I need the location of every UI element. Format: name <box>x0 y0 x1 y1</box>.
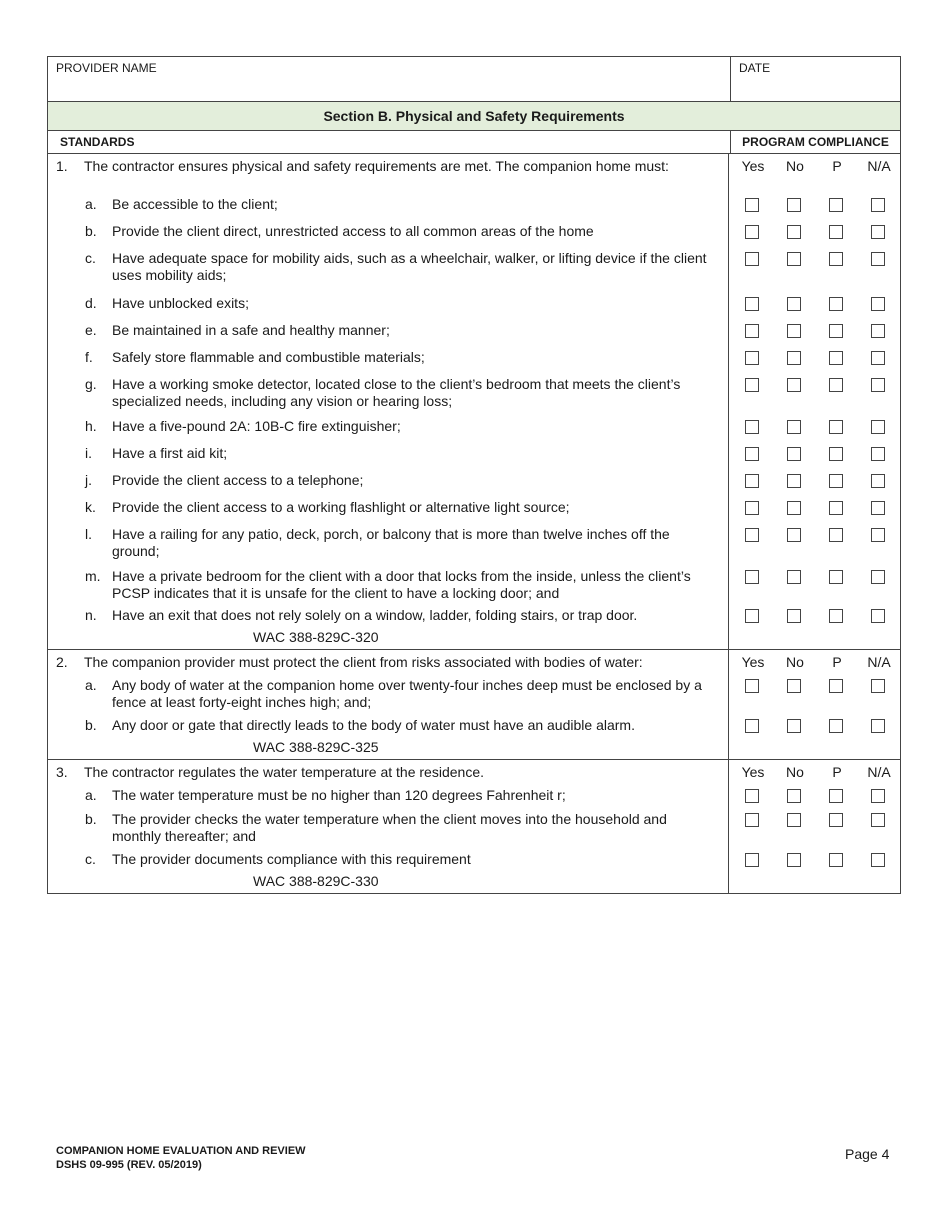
checkbox-row <box>729 418 900 445</box>
requirement-text: Have a five-pound 2A: 10B-C fire extinguisher; <box>112 418 401 434</box>
requirement-letter: g. <box>85 376 97 392</box>
checkbox-yes[interactable] <box>745 474 759 488</box>
compliance-header: PROGRAM COMPLIANCE <box>742 135 889 149</box>
requirement-text: The provider checks the water temperature when the client moves into the household and monthly thereafter; and <box>112 811 667 844</box>
checkbox-cell <box>816 322 858 349</box>
checkbox-cell <box>732 196 774 223</box>
checkbox-cell <box>732 322 774 349</box>
checkbox-row <box>729 526 900 568</box>
checkbox-cell <box>774 223 816 250</box>
option-label: Yes <box>741 764 765 780</box>
checkbox-p[interactable] <box>829 813 843 827</box>
evaluation-form <box>47 56 901 894</box>
checkbox-cell <box>732 717 774 739</box>
standard-statement <box>48 654 728 677</box>
checkbox-cell <box>816 472 858 499</box>
checkbox-p[interactable] <box>829 252 843 266</box>
checkbox-na[interactable] <box>871 789 885 803</box>
checkbox-row <box>729 568 900 607</box>
requirement-letter: l. <box>85 526 92 542</box>
checkbox-cell <box>816 787 858 811</box>
checkbox-cell <box>774 851 816 873</box>
checkbox-yes[interactable] <box>745 679 759 693</box>
checkbox-cell <box>858 445 900 472</box>
checkbox-cell <box>858 568 900 607</box>
checkbox-cell <box>816 677 858 717</box>
requirement-text: Be maintained in a safe and healthy manner; <box>112 322 390 338</box>
checkbox-cell <box>774 349 816 376</box>
requirement-letter: a. <box>85 787 97 803</box>
provider-name-label: PROVIDER NAME <box>56 61 157 75</box>
checkbox-cell <box>774 787 816 811</box>
checkbox-cell <box>774 717 816 739</box>
checkbox-no[interactable] <box>787 351 801 365</box>
checkbox-na[interactable] <box>871 420 885 434</box>
option-label: P <box>832 158 842 174</box>
checkbox-p[interactable] <box>829 501 843 515</box>
checkbox-cell <box>774 472 816 499</box>
checkbox-cell <box>774 677 816 717</box>
checkbox-cell <box>858 349 900 376</box>
checkbox-yes[interactable] <box>745 447 759 461</box>
standard-group <box>48 650 900 760</box>
checkbox-cell <box>732 349 774 376</box>
requirement-letter: a. <box>85 677 97 693</box>
checkbox-yes[interactable] <box>745 528 759 542</box>
checkbox-no[interactable] <box>787 853 801 867</box>
checkbox-no[interactable] <box>787 198 801 212</box>
option-label: No <box>786 764 804 780</box>
page-number: Page 4 <box>845 1146 890 1162</box>
checkbox-p[interactable] <box>829 225 843 239</box>
checkbox-p[interactable] <box>829 789 843 803</box>
checkbox-cell <box>732 445 774 472</box>
date-field[interactable] <box>731 57 900 101</box>
checkbox-row <box>729 196 900 223</box>
checkbox-cell <box>858 677 900 717</box>
option-label: N/A <box>867 654 891 670</box>
checkbox-na[interactable] <box>871 252 885 266</box>
requirement-item <box>48 568 728 607</box>
requirement-letter: d. <box>85 295 97 311</box>
checkbox-cell <box>858 717 900 739</box>
checkbox-cell <box>732 499 774 526</box>
section-title: Section B. Physical and Safety Requirements <box>48 102 900 131</box>
requirement-text: Have a railing for any patio, deck, porch, or balcony that is more than twelve inches off the ground; <box>112 526 670 559</box>
checkbox-na[interactable] <box>871 570 885 584</box>
checkbox-row <box>729 607 900 629</box>
checkbox-na[interactable] <box>871 351 885 365</box>
requirement-letter: c. <box>85 250 96 266</box>
checkbox-cell <box>816 499 858 526</box>
checkbox-yes[interactable] <box>745 853 759 867</box>
checkbox-p[interactable] <box>829 570 843 584</box>
option-label: Yes <box>741 654 765 670</box>
checkbox-yes[interactable] <box>745 351 759 365</box>
checkbox-na[interactable] <box>871 609 885 623</box>
checkbox-cell <box>732 787 774 811</box>
checkbox-cell <box>858 250 900 295</box>
requirement-item <box>48 851 728 873</box>
checkbox-cell <box>774 811 816 851</box>
checkbox-p[interactable] <box>829 447 843 461</box>
checkbox-na[interactable] <box>871 447 885 461</box>
checkbox-cell <box>858 787 900 811</box>
requirement-item <box>48 787 728 811</box>
checkbox-no[interactable] <box>787 570 801 584</box>
checkbox-cell <box>858 526 900 568</box>
requirement-item <box>48 499 728 526</box>
checkbox-row <box>729 677 900 717</box>
requirement-text: Any body of water at the companion home over twenty-four inches deep must be enclosed by a fence at least forty-eight inches high; and; <box>112 677 702 710</box>
compliance-options-header <box>729 158 900 196</box>
requirement-letter: m. <box>85 568 101 584</box>
standard-text-column <box>48 154 729 649</box>
checkbox-cell <box>816 418 858 445</box>
wac-citation: WAC 388-829C-325 <box>253 739 379 755</box>
requirement-text: Provide the client direct, unrestricted access to all common areas of the home <box>112 223 594 239</box>
checkbox-row <box>729 295 900 322</box>
checkbox-cell <box>732 811 774 851</box>
requirement-text: Be accessible to the client; <box>112 196 278 212</box>
checkbox-cell <box>816 250 858 295</box>
checkbox-cell <box>858 472 900 499</box>
footer-form-info <box>56 1144 306 1172</box>
standards-header: STANDARDS <box>48 131 731 153</box>
wac-citation: WAC 388-829C-320 <box>253 629 379 645</box>
checkbox-cell <box>774 322 816 349</box>
checkbox-p[interactable] <box>829 351 843 365</box>
checkbox-cell <box>816 526 858 568</box>
checkbox-cell <box>858 376 900 418</box>
checkbox-yes[interactable] <box>745 198 759 212</box>
requirement-letter: e. <box>85 322 97 338</box>
checkbox-no[interactable] <box>787 789 801 803</box>
standard-text-column <box>48 760 729 893</box>
standard-statement <box>48 158 728 196</box>
checkbox-no[interactable] <box>787 813 801 827</box>
checkbox-no[interactable] <box>787 225 801 239</box>
checkbox-yes[interactable] <box>745 324 759 338</box>
checkbox-cell <box>858 322 900 349</box>
checkbox-na[interactable] <box>871 679 885 693</box>
checkbox-row <box>729 851 900 873</box>
option-label: Yes <box>741 158 765 174</box>
checkbox-p[interactable] <box>829 198 843 212</box>
requirement-item <box>48 349 728 376</box>
requirement-letter: h. <box>85 418 97 434</box>
checkbox-no[interactable] <box>787 297 801 311</box>
checkbox-row <box>729 717 900 739</box>
compliance-column <box>729 650 900 759</box>
option-label: No <box>786 158 804 174</box>
checkbox-cell <box>816 851 858 873</box>
compliance-column <box>729 760 900 893</box>
option-label: N/A <box>867 158 891 174</box>
requirement-letter: j. <box>85 472 92 488</box>
checkbox-yes[interactable] <box>745 252 759 266</box>
checkbox-cell <box>774 607 816 629</box>
standard-statement <box>48 764 728 787</box>
requirement-text: Any door or gate that directly leads to the body of water must have an audible alarm. <box>112 717 635 733</box>
requirement-item <box>48 607 728 629</box>
checkbox-cell <box>732 223 774 250</box>
requirement-text: Have an exit that does not rely solely on a window, ladder, folding stairs, or trap door. <box>112 607 638 623</box>
requirement-text: Have unblocked exits; <box>112 295 249 311</box>
requirement-letter: n. <box>85 607 97 623</box>
checkbox-cell <box>816 196 858 223</box>
checkbox-row <box>729 349 900 376</box>
checkbox-na[interactable] <box>871 225 885 239</box>
checkbox-yes[interactable] <box>745 378 759 392</box>
standard-number: 2. <box>56 654 68 670</box>
standard-group <box>48 154 900 650</box>
date-label: DATE <box>739 61 771 75</box>
requirement-letter: b. <box>85 811 97 827</box>
compliance-options-header <box>729 764 900 787</box>
requirement-item <box>48 811 728 851</box>
checkbox-cell <box>774 499 816 526</box>
requirement-item <box>48 322 728 349</box>
checkbox-yes[interactable] <box>745 501 759 515</box>
requirement-letter: b. <box>85 717 97 733</box>
checkbox-no[interactable] <box>787 679 801 693</box>
requirement-item <box>48 445 728 472</box>
checkbox-cell <box>858 223 900 250</box>
requirement-text: Provide the client access to a telephone; <box>112 472 364 488</box>
checkbox-row <box>729 322 900 349</box>
checkbox-cell <box>732 607 774 629</box>
standard-text: The companion provider must protect the client from risks associated with bodies of water: <box>84 654 643 670</box>
checkbox-cell <box>816 607 858 629</box>
checkbox-cell <box>732 418 774 445</box>
checkbox-row <box>729 223 900 250</box>
checkbox-no[interactable] <box>787 420 801 434</box>
footer-form-number: DSHS 09-995 (REV. 05/2019) <box>56 1159 202 1171</box>
standard-text-column <box>48 650 729 759</box>
provider-name-field[interactable] <box>48 57 731 101</box>
checkbox-row <box>729 787 900 811</box>
requirement-text: Have a first aid kit; <box>112 445 228 461</box>
standard-number: 3. <box>56 764 68 780</box>
checkbox-cell <box>732 526 774 568</box>
checkbox-no[interactable] <box>787 474 801 488</box>
checkbox-cell <box>774 445 816 472</box>
checkbox-yes[interactable] <box>745 225 759 239</box>
checkbox-yes[interactable] <box>745 420 759 434</box>
checkbox-cell <box>816 445 858 472</box>
checkbox-no[interactable] <box>787 528 801 542</box>
requirement-item <box>48 250 728 295</box>
checkbox-cell <box>858 499 900 526</box>
checkbox-cell <box>816 295 858 322</box>
requirement-item <box>48 526 728 568</box>
checkbox-na[interactable] <box>871 853 885 867</box>
checkbox-row <box>729 250 900 295</box>
compliance-options-header <box>729 654 900 677</box>
checkbox-p[interactable] <box>829 853 843 867</box>
checkbox-no[interactable] <box>787 252 801 266</box>
checkbox-cell <box>732 295 774 322</box>
checkbox-na[interactable] <box>871 378 885 392</box>
checkbox-na[interactable] <box>871 324 885 338</box>
requirement-item <box>48 677 728 717</box>
checkbox-na[interactable] <box>871 198 885 212</box>
checkbox-cell <box>858 418 900 445</box>
requirement-letter: k. <box>85 499 96 515</box>
checkbox-row <box>729 445 900 472</box>
checkbox-cell <box>774 376 816 418</box>
checkbox-cell <box>732 851 774 873</box>
requirement-text: Provide the client access to a working flashlight or alternative light source; <box>112 499 570 515</box>
checkbox-yes[interactable] <box>745 719 759 733</box>
requirement-letter: c. <box>85 851 96 867</box>
checkbox-p[interactable] <box>829 679 843 693</box>
checkbox-cell <box>816 568 858 607</box>
wac-citation: WAC 388-829C-330 <box>253 873 379 889</box>
checkbox-cell <box>858 196 900 223</box>
requirement-text: The provider documents compliance with this requirement <box>112 851 471 867</box>
checkbox-cell <box>858 811 900 851</box>
checkbox-no[interactable] <box>787 609 801 623</box>
standard-text: The contractor regulates the water temperature at the residence. <box>84 764 484 780</box>
requirement-item <box>48 295 728 322</box>
option-label: No <box>786 654 804 670</box>
option-label: N/A <box>867 764 891 780</box>
checkbox-cell <box>732 568 774 607</box>
requirement-text: Safely store flammable and combustible materials; <box>112 349 425 365</box>
checkbox-no[interactable] <box>787 324 801 338</box>
checkbox-cell <box>774 196 816 223</box>
checkbox-na[interactable] <box>871 528 885 542</box>
checkbox-cell <box>732 376 774 418</box>
checkbox-p[interactable] <box>829 420 843 434</box>
header-row <box>48 57 900 102</box>
standard-text: The contractor ensures physical and safety requirements are met. The companion home must: <box>84 158 669 174</box>
checkbox-cell <box>774 526 816 568</box>
requirement-text: The water temperature must be no higher than 120 degrees Fahrenheit r; <box>112 787 566 803</box>
checkbox-row <box>729 499 900 526</box>
requirement-text: Have a working smoke detector, located close to the client’s bedroom that meets the client’s specialized needs, including any vision or hearing loss; <box>112 376 681 409</box>
checkbox-p[interactable] <box>829 324 843 338</box>
requirement-letter: i. <box>85 445 92 461</box>
requirement-text: Have a private bedroom for the client with a door that locks from the inside, unless the client’s PCSP indicates that it is unsafe for the client to have a locking door; and <box>112 568 691 601</box>
checkbox-no[interactable] <box>787 378 801 392</box>
requirement-item <box>48 376 728 418</box>
standards-groups <box>48 154 900 893</box>
requirement-item <box>48 717 728 739</box>
checkbox-cell <box>816 811 858 851</box>
checkbox-na[interactable] <box>871 474 885 488</box>
checkbox-yes[interactable] <box>745 789 759 803</box>
compliance-column <box>729 154 900 649</box>
checkbox-p[interactable] <box>829 719 843 733</box>
checkbox-no[interactable] <box>787 447 801 461</box>
checkbox-cell <box>732 250 774 295</box>
requirement-item <box>48 223 728 250</box>
checkbox-cell <box>732 472 774 499</box>
checkbox-yes[interactable] <box>745 609 759 623</box>
checkbox-p[interactable] <box>829 378 843 392</box>
standard-group <box>48 760 900 893</box>
checkbox-row <box>729 472 900 499</box>
checkbox-na[interactable] <box>871 501 885 515</box>
checkbox-cell <box>816 223 858 250</box>
checkbox-row <box>729 376 900 418</box>
checkbox-cell <box>774 568 816 607</box>
column-header-row <box>48 131 900 154</box>
checkbox-cell <box>858 851 900 873</box>
checkbox-cell <box>816 349 858 376</box>
checkbox-p[interactable] <box>829 609 843 623</box>
requirement-letter: a. <box>85 196 97 212</box>
checkbox-row <box>729 811 900 851</box>
checkbox-cell <box>774 418 816 445</box>
checkbox-cell <box>858 295 900 322</box>
checkbox-cell <box>858 607 900 629</box>
checkbox-yes[interactable] <box>745 297 759 311</box>
checkbox-cell <box>774 295 816 322</box>
checkbox-no[interactable] <box>787 501 801 515</box>
standard-number: 1. <box>56 158 68 174</box>
requirement-letter: f. <box>85 349 93 365</box>
checkbox-na[interactable] <box>871 297 885 311</box>
requirement-letter: b. <box>85 223 97 239</box>
checkbox-na[interactable] <box>871 813 885 827</box>
checkbox-cell <box>816 717 858 739</box>
checkbox-p[interactable] <box>829 297 843 311</box>
checkbox-p[interactable] <box>829 474 843 488</box>
checkbox-yes[interactable] <box>745 570 759 584</box>
checkbox-no[interactable] <box>787 719 801 733</box>
requirement-text: Have adequate space for mobility aids, such as a wheelchair, walker, or lifting device if the client uses mobility aids; <box>112 250 707 283</box>
checkbox-na[interactable] <box>871 719 885 733</box>
checkbox-cell <box>774 250 816 295</box>
footer-form-title: COMPANION HOME EVALUATION AND REVIEW <box>56 1145 306 1157</box>
checkbox-cell <box>816 376 858 418</box>
option-label: P <box>832 764 842 780</box>
checkbox-p[interactable] <box>829 528 843 542</box>
requirement-item <box>48 472 728 499</box>
option-label: P <box>832 654 842 670</box>
requirement-item <box>48 196 728 223</box>
requirement-item <box>48 418 728 445</box>
checkbox-yes[interactable] <box>745 813 759 827</box>
checkbox-cell <box>732 677 774 717</box>
